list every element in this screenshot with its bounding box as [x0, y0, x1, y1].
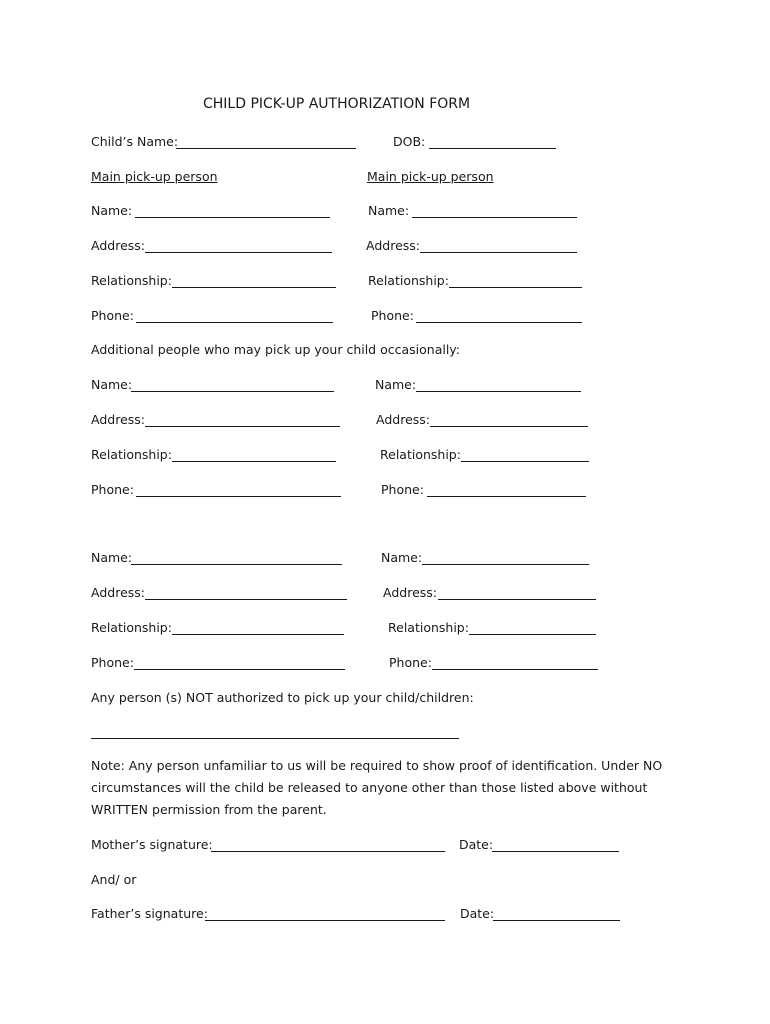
form-title: CHILD PICK-UP AUTHORIZATION FORM [203, 96, 471, 112]
mother-date-field[interactable] [492, 851, 619, 852]
note-line-2: circumstances will the child be released to anyone other than those listed above without [91, 780, 648, 795]
add2-left-name-label: Name: [91, 550, 133, 565]
main-left-relationship-field[interactable] [172, 287, 336, 288]
add2-left-phone-field[interactable] [134, 669, 345, 670]
add1-left-phone-label: Phone: [91, 482, 134, 497]
note-paragraph [91, 755, 681, 821]
add1-left-address-label: Address: [91, 412, 145, 427]
add1-left-name-label: Name: [91, 377, 133, 392]
add2-right-name-field[interactable] [422, 564, 589, 565]
father-date-field[interactable] [493, 920, 620, 921]
add1-left-phone-field[interactable] [136, 496, 341, 497]
add2-left-relationship-label: Relationship: [91, 620, 172, 635]
main-right-phone-label: Phone: [371, 308, 414, 323]
add2-left-name-field[interactable] [131, 564, 342, 565]
main-left-phone-field[interactable] [136, 322, 333, 323]
add2-left-address-label: Address: [91, 585, 145, 600]
child-name-label: Child’s Name: [91, 134, 179, 149]
add1-right-relationship-label: Relationship: [380, 447, 461, 462]
mother-date-label: Date: [459, 837, 494, 852]
add1-right-name-label: Name: [375, 377, 417, 392]
add1-right-phone-field[interactable] [427, 496, 586, 497]
add1-right-relationship-field[interactable] [461, 461, 589, 462]
additional-people-heading: Additional people who may pick up your child occasionally: [91, 342, 461, 357]
add2-right-phone-field[interactable] [432, 669, 598, 670]
mother-signature-field[interactable] [211, 851, 445, 852]
add1-right-address-label: Address: [376, 412, 430, 427]
main-left-name-label: Name: [91, 203, 133, 218]
main-right-address-label: Address: [366, 238, 420, 253]
main-right-name-label: Name: [368, 203, 410, 218]
not-authorized-field[interactable] [91, 738, 459, 739]
main-pickup-heading-right: Main pick-up person [367, 169, 494, 184]
add1-left-address-field[interactable] [145, 426, 340, 427]
main-pickup-heading-left: Main pick-up person [91, 169, 218, 184]
note-line-1: Note: Any person unfamiliar to us will be required to show proof of identification. Under NO [91, 758, 663, 773]
add1-left-relationship-field[interactable] [172, 461, 336, 462]
main-left-address-label: Address: [91, 238, 145, 253]
main-left-phone-label: Phone: [91, 308, 134, 323]
father-date-label: Date: [460, 906, 495, 921]
main-left-relationship-label: Relationship: [91, 273, 172, 288]
add2-right-name-label: Name: [381, 550, 423, 565]
not-authorized-label: Any person (s) NOT authorized to pick up your child/children: [91, 690, 474, 705]
main-right-relationship-label: Relationship: [368, 273, 449, 288]
main-right-name-field[interactable] [412, 217, 577, 218]
father-signature-label: Father’s signature: [91, 906, 208, 921]
main-right-phone-field[interactable] [416, 322, 582, 323]
add2-right-relationship-field[interactable] [469, 634, 596, 635]
and-or-text: And/ or [91, 872, 137, 887]
add1-left-relationship-label: Relationship: [91, 447, 172, 462]
child-name-field[interactable] [176, 148, 356, 149]
add2-right-address-field[interactable] [438, 599, 596, 600]
add2-left-relationship-field[interactable] [172, 634, 344, 635]
main-left-name-field[interactable] [135, 217, 330, 218]
add2-left-phone-label: Phone: [91, 655, 134, 670]
add1-right-address-field[interactable] [430, 426, 588, 427]
father-signature-field[interactable] [205, 920, 445, 921]
dob-label: DOB: [393, 134, 426, 149]
add1-right-name-field[interactable] [416, 391, 581, 392]
add1-left-name-field[interactable] [131, 391, 334, 392]
dob-field[interactable] [429, 148, 556, 149]
main-left-address-field[interactable] [145, 252, 332, 253]
add2-right-relationship-label: Relationship: [388, 620, 469, 635]
main-right-address-field[interactable] [420, 252, 577, 253]
main-right-relationship-field[interactable] [449, 287, 582, 288]
add2-right-address-label: Address: [383, 585, 437, 600]
add2-left-address-field[interactable] [145, 599, 347, 600]
add1-right-phone-label: Phone: [381, 482, 424, 497]
note-line-3: WRITTEN permission from the parent. [91, 802, 327, 817]
mother-signature-label: Mother’s signature: [91, 837, 213, 852]
add2-right-phone-label: Phone: [389, 655, 432, 670]
